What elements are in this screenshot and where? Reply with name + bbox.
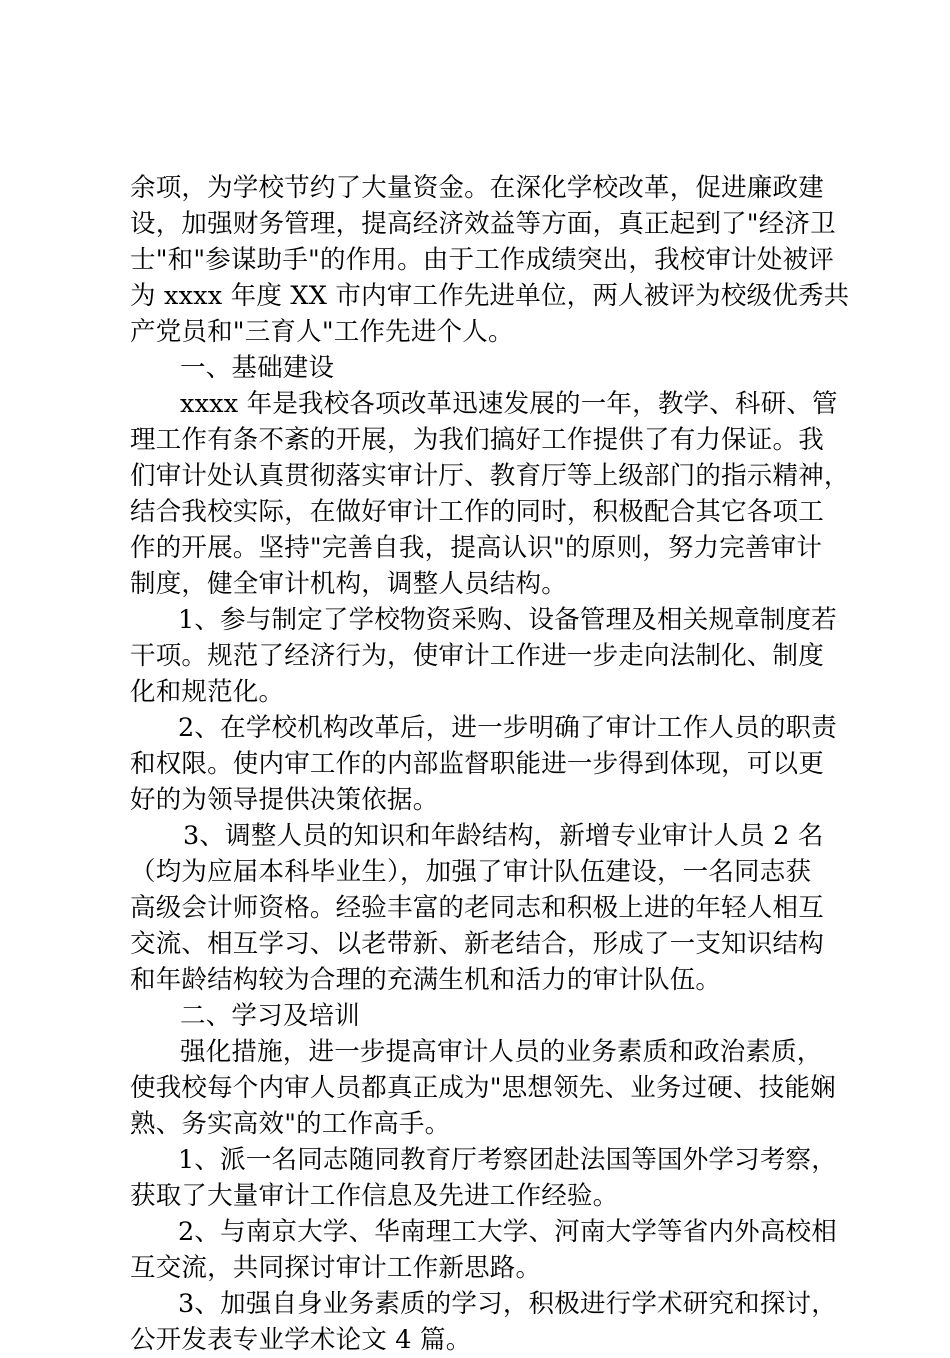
section-heading: 一、基础建设 xyxy=(180,353,335,383)
body-text-line: 和年龄结构较为合理的充满生机和活力的审计队伍。 xyxy=(130,965,722,995)
body-text-line: 产党员和"三育人"工作先进个人。 xyxy=(130,317,514,347)
body-text-line: （均为应届本科毕业生），加强了审计队伍建设，一名同志获 xyxy=(130,857,812,887)
body-text-line: 使我校每个内审人员都真正成为"思想领先、业务过硬、技能娴 xyxy=(130,1073,836,1103)
body-text-line: 互交流，共同探讨审计工作新思路。 xyxy=(130,1253,542,1283)
body-text-line: 士"和"参谋助手"的作用。由于工作成绩突出，我校审计处被评 xyxy=(130,245,834,275)
body-text-line: 3、加强自身业务素质的学习，积极进行学术研究和探讨， xyxy=(178,1289,837,1319)
body-text-line: 余项，为学校节约了大量资金。在深化学校改革，促进廉政建 xyxy=(130,173,824,203)
body-text-line: 公开发表专业学术论文 4 篇。 xyxy=(130,1325,472,1355)
body-text-line: 1、参与制定了学校物资采购、设备管理及相关规章制度若 xyxy=(178,605,837,635)
body-text-line: 高级会计师资格。经验丰富的老同志和积极上进的年轻人相互 xyxy=(130,893,824,923)
body-text-line: 制度，健全审计机构，调整人员结构。 xyxy=(130,569,567,599)
body-text-line: xxxx 年是我校各项改革迅速发展的一年，教学、科研、管 xyxy=(180,389,838,419)
body-text-line: 获取了大量审计工作信息及先进工作经验。 xyxy=(130,1181,619,1211)
body-text-line: 干项。规范了经济行为，使审计工作进一步走向法制化、制度 xyxy=(130,641,824,671)
body-text-line: 作的开展。坚持"完善自我，提高认识"的原则，努力完善审计 xyxy=(130,533,823,563)
body-text-line: 们审计处认真贯彻落实审计厅、教育厅等上级部门的指示精神， xyxy=(130,461,850,491)
body-text-line: 1、派一名同志随同教育厅考察团赴法国等国外学习考察， xyxy=(178,1145,837,1175)
body-text-line: 2、在学校机构改革后，进一步明确了审计工作人员的职责 xyxy=(178,713,837,743)
body-text-line: 为 xxxx 年度 XX 市内审工作先进单位，两人被评为校级优秀共 xyxy=(130,281,850,311)
body-text-line: 和权限。使内审工作的内部监督职能进一步得到体现，可以更 xyxy=(130,749,824,779)
body-text-line: 好的为领导提供决策依据。 xyxy=(130,785,439,815)
body-text-line: 3、调整人员的知识和年龄结构，新增专业审计人员 2 名 xyxy=(183,821,824,851)
body-text-line: 结合我校实际，在做好审计工作的同时，积极配合其它各项工 xyxy=(130,497,824,527)
body-text-line: 化和规范化。 xyxy=(130,677,285,707)
body-text-line: 理工作有条不紊的开展，为我们搞好工作提供了有力保证。我 xyxy=(130,425,824,455)
body-text-line: 2、与南京大学、华南理工大学、河南大学等省内外高校相 xyxy=(178,1217,837,1247)
body-text-line: 熟、务实高效"的工作高手。 xyxy=(130,1109,451,1139)
body-text-line: 交流、相互学习、以老带新、新老结合，形成了一支知识结构 xyxy=(130,929,824,959)
body-text-line: 强化措施，进一步提高审计人员的业务素质和政治素质， xyxy=(180,1037,823,1067)
body-text-line: 设，加强财务管理，提高经济效益等方面，真正起到了"经济卫 xyxy=(130,209,836,239)
section-heading: 二、学习及培训 xyxy=(180,1001,360,1031)
